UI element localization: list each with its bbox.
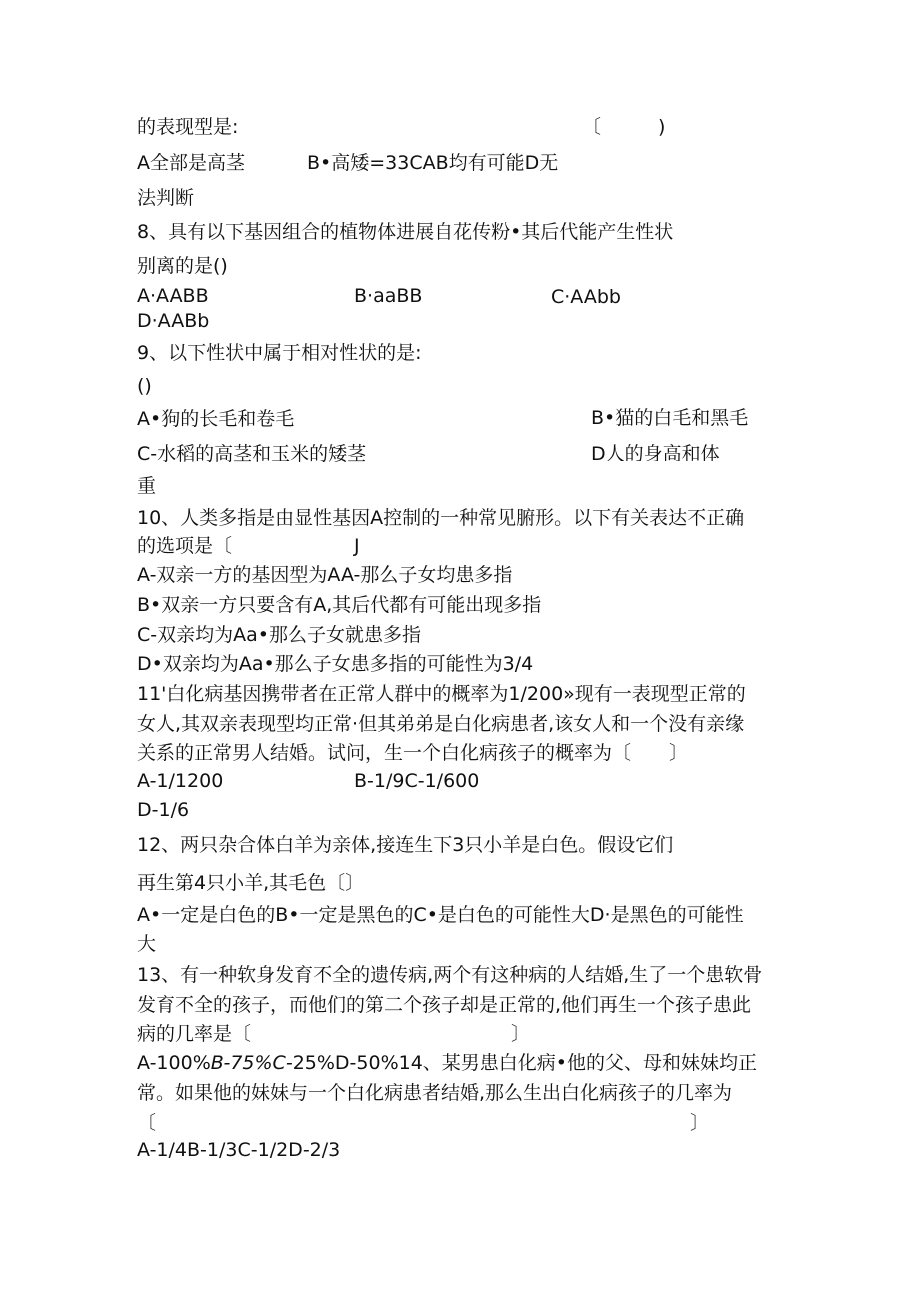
q9-option-d: D人的身高和体 (591, 443, 720, 461)
q10-stem-line2: 的选项是〔 (137, 535, 233, 557)
q10-option-c: C-双亲均为Aa•那么子女就患多指 (137, 624, 421, 646)
q13-option-rest: 25%D-50%14、某男患白化病•他的父、母和妹妹均正 (292, 1052, 758, 1074)
q11-stem: 11'白化病基因携带者在正常人群中的概率为1/200»现有一表现型正常的 (137, 683, 746, 705)
q10-stem: 10、人类多指是由显性基因A控制的一种常见腑形。以下有关表达不正确 (137, 507, 745, 529)
q9-stem: 9、以下性状中属于相对性状的是: (137, 342, 422, 364)
q8-stem-line2: 别离的是() (137, 255, 228, 277)
q10-stem-line2-end: J (354, 535, 360, 557)
q14-paren-close: 〕 (690, 1112, 710, 1134)
q9-option-b: B•猫的白毛和黑毛 (591, 407, 749, 429)
q7-option-cont: 法判断 (137, 187, 195, 209)
q11-option-bc: B-1/9C-1/600 (354, 770, 480, 792)
q13-stem-line3-end: 〕 (511, 1023, 531, 1045)
q8-option-d: D·AABb (137, 310, 210, 332)
q8-option-c: C·AAbb (551, 286, 621, 308)
q11-option-d: D-1/6 (137, 799, 190, 821)
q7-option-a: A全部是高茎 (137, 152, 245, 174)
q7-answer-paren: 〔 ) (582, 116, 666, 138)
q9-answer-paren: () (137, 375, 152, 397)
q7-stem: 的表现型是: (137, 116, 239, 138)
q11-stem-line3: 关系的正常男人结婚。试问，生一个白化病孩子的概率为〔 〕 (137, 742, 689, 764)
q13-stem: 13、有一种软身发育不全的遗传病,两个有这种病的人结婚,生了一个患软骨 (137, 964, 763, 986)
q8-option-b: B·aaBB (354, 285, 423, 307)
q12-options: A•一定是白色的B•一定是黑色的C•是白色的可能性大D·是黑色的可能性 (137, 904, 744, 926)
q13-options-line (137, 1050, 757, 1076)
q12-stem: 12、两只杂合体白羊为亲体,接连生下3只小羊是白色。假设它们 (137, 834, 674, 856)
q10-option-d: D•双亲均为Aa•那么子女患多指的可能性为3/4 (137, 653, 534, 675)
q12-options-cont: 大 (137, 933, 157, 955)
q14-paren-open: 〔 (137, 1112, 157, 1134)
q8-stem: 8、具有以下基因组合的植物体进展自花传粉•其后代能产生性状 (137, 221, 674, 243)
q13-stem-line3: 病的几率是〔 (137, 1023, 252, 1045)
q11-option-a: A-1/1200 (137, 770, 224, 792)
q11-stem-line2: 女人,其双亲表现型均正常·但其弟弟是白化病患者,该女人和一个没有亲缘 (137, 713, 745, 735)
q12-stem-line2: 再生第4只小羊,其毛色〔〕 (137, 872, 365, 894)
q10-option-b: B•双亲一方只要含有A,其后代都有可能出现多指 (137, 594, 542, 616)
q13-option-b: B-75%C- (210, 1052, 293, 1074)
q13-stem-line2: 发育不全的孩子，而他们的第二个孩子却是正常的,他们再生一个孩子患此 (137, 994, 752, 1016)
q9-option-cont: 重 (137, 475, 157, 497)
q14-stem-line2: 常。如果他的妹妹与一个白化病患者结婚,那么生出白化病孩子的几率为 (137, 1082, 733, 1104)
q10-option-a: A-双亲一方的基因型为AA-那么子女均患多指 (137, 564, 513, 586)
q9-option-a: A•狗的长毛和卷毛 (137, 408, 295, 430)
q7-option-b: B•高矮=33CAB均有可能D无 (307, 152, 559, 174)
q8-option-a: A·AABB (137, 285, 209, 307)
q13-option-a: A-100% (137, 1052, 211, 1074)
q14-options: A-1/4B-1/3C-1/2D-2/3 (137, 1139, 341, 1161)
q9-option-c: C-水稻的高茎和玉米的矮茎 (137, 443, 367, 465)
